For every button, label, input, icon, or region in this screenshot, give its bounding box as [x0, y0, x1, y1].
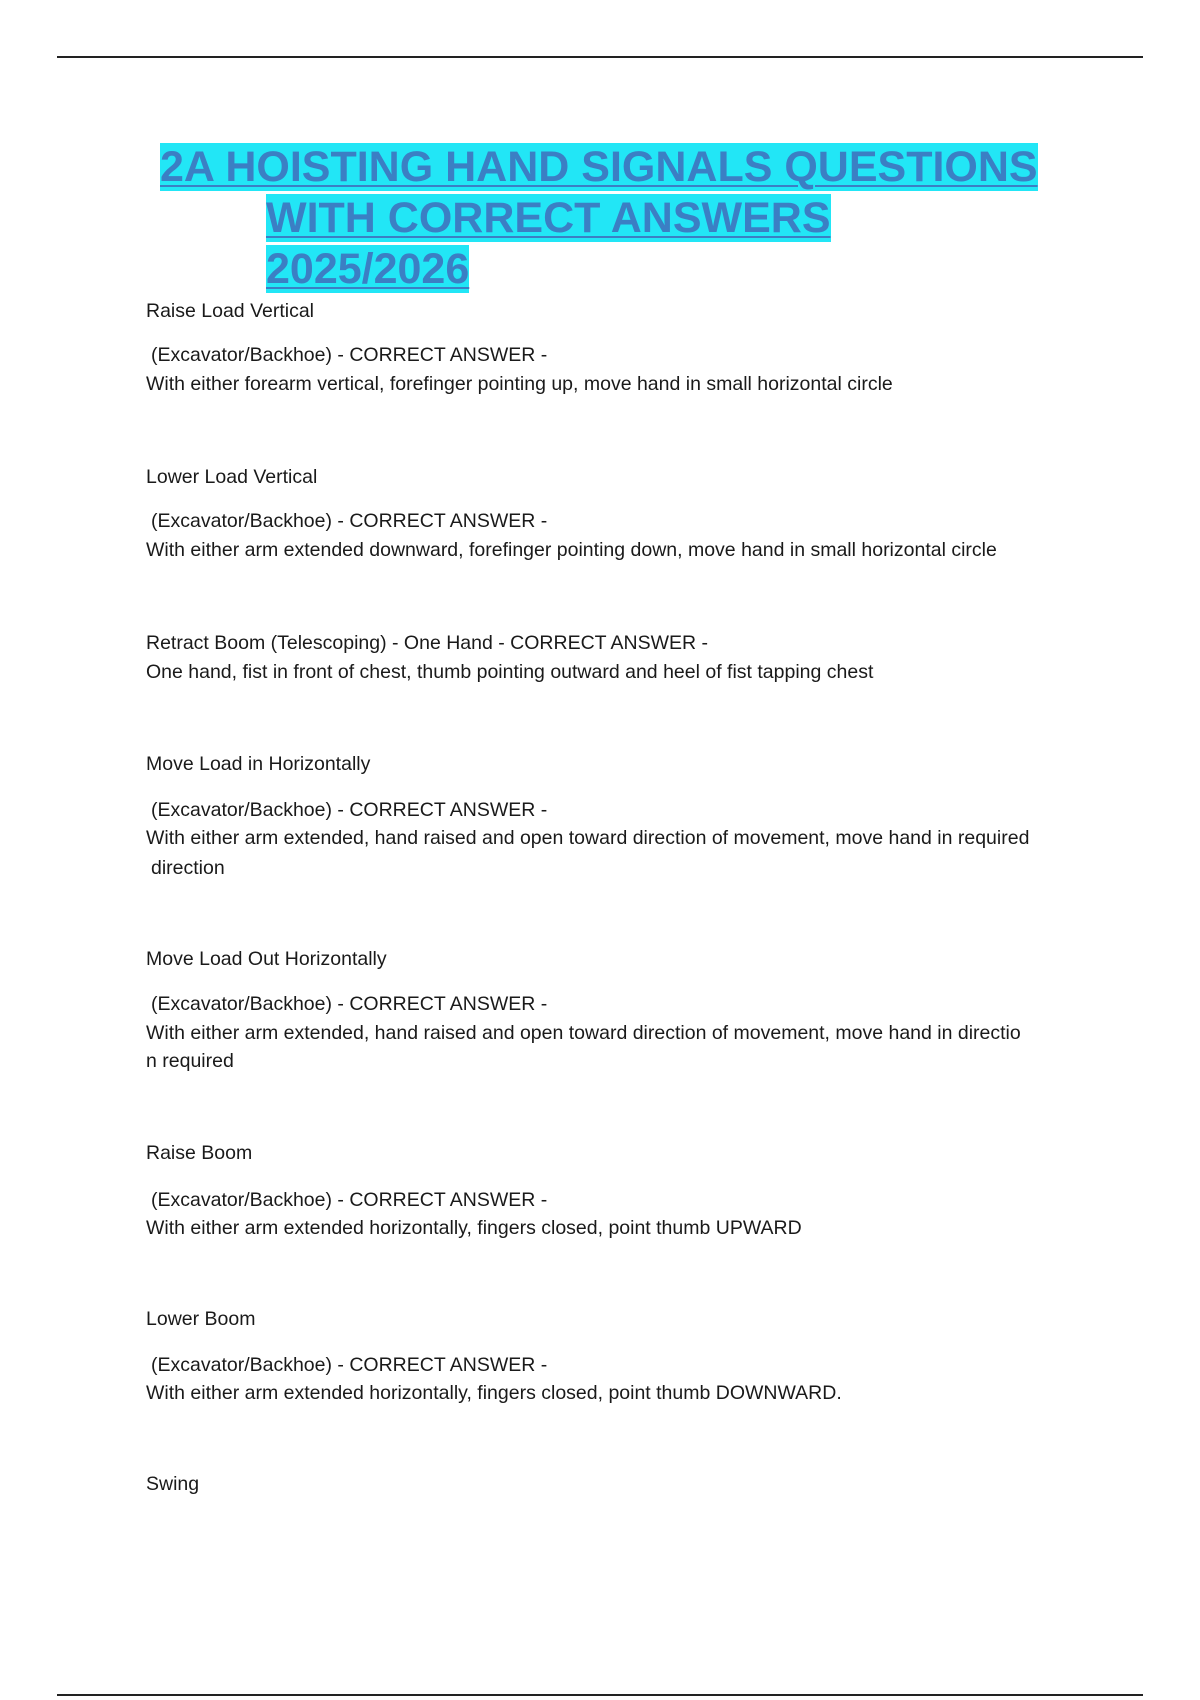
question-move-load-out: Move Load Out Horizontally — [146, 948, 387, 970]
document-title — [160, 142, 1100, 295]
answer-text: With either arm extended downward, forefinger pointing down, move hand in small horizontal circle — [146, 539, 997, 561]
answer-text: With either arm extended, hand raised and open toward direction of movement, move hand in directio — [146, 1022, 1021, 1044]
answer-text: One hand, fist in front of chest, thumb pointing outward and heel of fist tapping chest — [146, 661, 874, 683]
question-move-load-in: Move Load in Horizontally — [146, 753, 371, 775]
question-retract-boom: Retract Boom (Telescoping) - One Hand - CORRECT ANSWER - — [146, 632, 709, 654]
answer-label: (Excavator/Backhoe) - CORRECT ANSWER - — [151, 799, 548, 821]
answer-text: With either arm extended, hand raised and open toward direction of movement, move hand in required — [146, 827, 1030, 849]
answer-label: (Excavator/Backhoe) - CORRECT ANSWER - — [151, 1354, 548, 1376]
question-lower-load-vertical: Lower Load Vertical — [146, 466, 318, 488]
question-lower-boom: Lower Boom — [146, 1308, 256, 1330]
answer-label: (Excavator/Backhoe) - CORRECT ANSWER - — [151, 1189, 548, 1211]
answer-text: With either arm extended horizontally, fingers closed, point thumb UPWARD — [146, 1217, 802, 1239]
footer-rule — [57, 1694, 1143, 1696]
header-rule — [57, 56, 1143, 58]
question-raise-boom: Raise Boom — [146, 1142, 253, 1164]
answer-text-continued: n required — [146, 1050, 234, 1072]
answer-text: With either forearm vertical, forefinger pointing up, move hand in small horizontal circle — [146, 373, 893, 395]
answer-text: With either arm extended horizontally, fingers closed, point thumb DOWNWARD. — [146, 1382, 842, 1404]
title-line-3: 2025/2026 — [266, 245, 470, 293]
answer-label: (Excavator/Backhoe) - CORRECT ANSWER - — [151, 344, 548, 366]
answer-label: (Excavator/Backhoe) - CORRECT ANSWER - — [151, 993, 548, 1015]
title-line-2: WITH CORRECT ANSWERS — [266, 194, 831, 242]
answer-text-continued: direction — [151, 857, 225, 879]
question-swing: Swing — [146, 1473, 200, 1495]
title-line-1: 2A HOISTING HAND SIGNALS QUESTIONS — [160, 143, 1038, 191]
answer-label: (Excavator/Backhoe) - CORRECT ANSWER - — [151, 510, 548, 532]
question-raise-load-vertical: Raise Load Vertical — [146, 300, 315, 322]
